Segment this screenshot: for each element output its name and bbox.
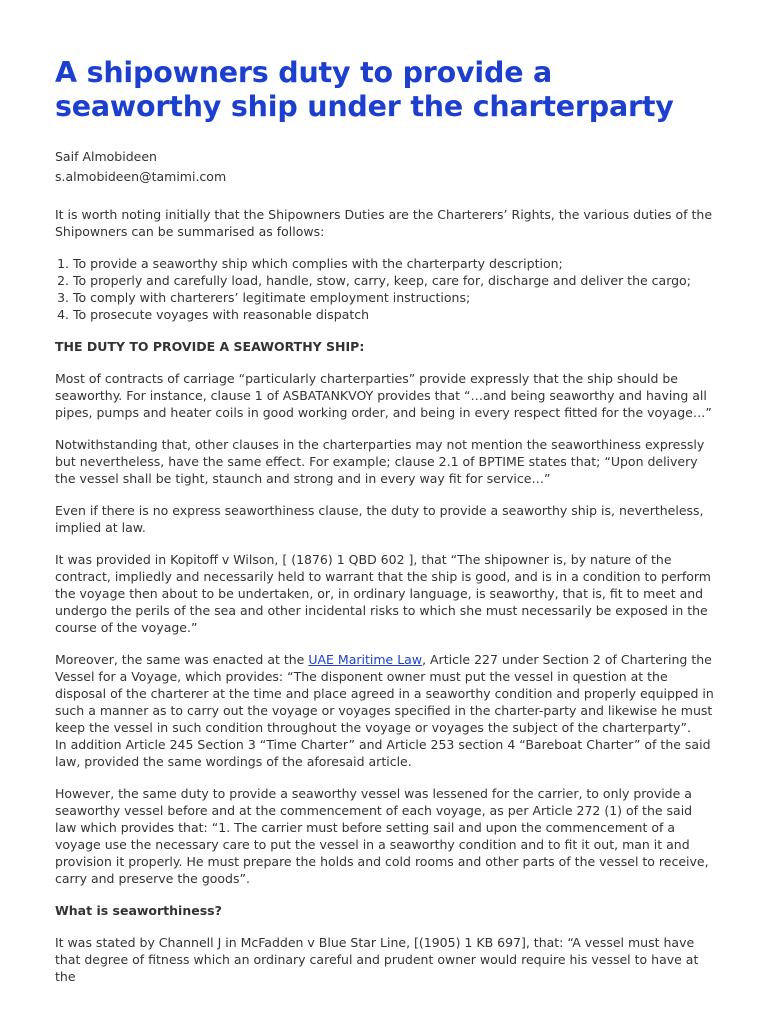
paragraph: It was stated by Channell J in McFadden v Blue Star Line, [(1905) 1 KB 697], that: “A vessel must have that degree of fitness which an ordinary careful and prudent owner would require his vessel to have at the: [55, 935, 699, 984]
list-item: 1. To provide a seaworthy ship which complies with the charterparty description;: [73, 255, 715, 272]
paragraph-text: , Article 227 under Section 2 of Chartering the Vessel for a Voyage, which provides: “The disponent owner must put the vessel in question at the disposal of the charterer at the time and place agreed in a seaworthy condition and properly equipped in such a manner as to carry out the voyage or voyages specified in the charter-party and likewise he must keep the vessel in such condition throughout the voyage or voyages the subject of the charterparty”.: [55, 652, 714, 735]
section-heading-seaworthy-ship: THE DUTY TO PROVIDE A SEAWORTHY SHIP:: [55, 339, 365, 354]
paragraph-uae-law: [55, 651, 715, 770]
list-item: 2. To properly and carefully load, handle, stow, carry, keep, care for, discharge and deliver the cargo;: [73, 272, 715, 289]
paragraph: It was provided in Kopitoff v Wilson, [ (1876) 1 QBD 602 ], that “The shipowner is, by nature of the contract, impliedly and necessarily held to warrant that the ship is good, and is in a condition to perform the voyage then about to be undertaken, or, in ordinary language, is seaworthy, that is, fit to meet and undergo the perils of the sea and other incidental risks to which she must necessarily be exposed in the course of the voyage.”: [55, 552, 711, 635]
paragraph-text: Moreover, the same was enacted at the: [55, 652, 309, 667]
article-body: [55, 206, 715, 1000]
article-title: A shipowners duty to provide a seaworthy ship under the charterparty: [55, 56, 674, 123]
paragraph: However, the same duty to provide a seaworthy vessel was lessened for the carrier, to only provide a seaworthy vessel before and at the commencement of each voyage, as per Article 272 (1) of the said law which provides that: “1. The carrier must before setting sail and upon the commencement of a voyage use the necessary care to put the vessel in a seaworthy condition and to fit it out, man it and provision it properly. He must prepare the holds and cold rooms and other parts of the vessel to receive, carry and preserve the goods”.: [55, 786, 709, 886]
intro-paragraph: It is worth noting initially that the Shipowners Duties are the Charterers’ Rights, the various duties of the Shipowners can be summarised as follows:: [55, 207, 713, 239]
author-block: [55, 147, 226, 187]
section-heading-what-is-seaworthiness: What is seaworthiness?: [55, 903, 222, 918]
list-item: 4. To prosecute voyages with reasonable dispatch: [73, 306, 715, 323]
paragraph: Most of contracts of carriage “particularly charterparties” provide expressly that the ship should be seaworthy. For instance, clause 1 of ASBATANKVOY provides that “…and being seaworthy and having all pipes, pumps and heater coils in good working order, and being in every respect fitted for the voyage…”: [55, 371, 712, 420]
paragraph-text: In addition Article 245 Section 3 “Time Charter” and Article 253 section 4 “Bareboat Charter” of the said law, provided the same wordings of the aforesaid article.: [55, 737, 711, 769]
author-email: s.almobideen@tamimi.com: [55, 169, 227, 184]
duties-list: [55, 255, 715, 323]
author-name: Saif Almobideen: [55, 149, 157, 164]
uae-maritime-law-link[interactable]: UAE Maritime Law: [308, 652, 423, 667]
paragraph: Notwithstanding that, other clauses in the charterparties may not mention the seaworthiness expressly but nevertheless, have the same effect. For example; clause 2.1 of BPTIME states that; “Upon delivery the vessel shall be tight, staunch and strong and in every way fit for service…”: [55, 437, 705, 486]
paragraph: Even if there is no express seaworthiness clause, the duty to provide a seaworthy ship is, nevertheless, implied at law.: [55, 503, 704, 535]
list-item: 3. To comply with charterers’ legitimate employment instructions;: [73, 289, 715, 306]
